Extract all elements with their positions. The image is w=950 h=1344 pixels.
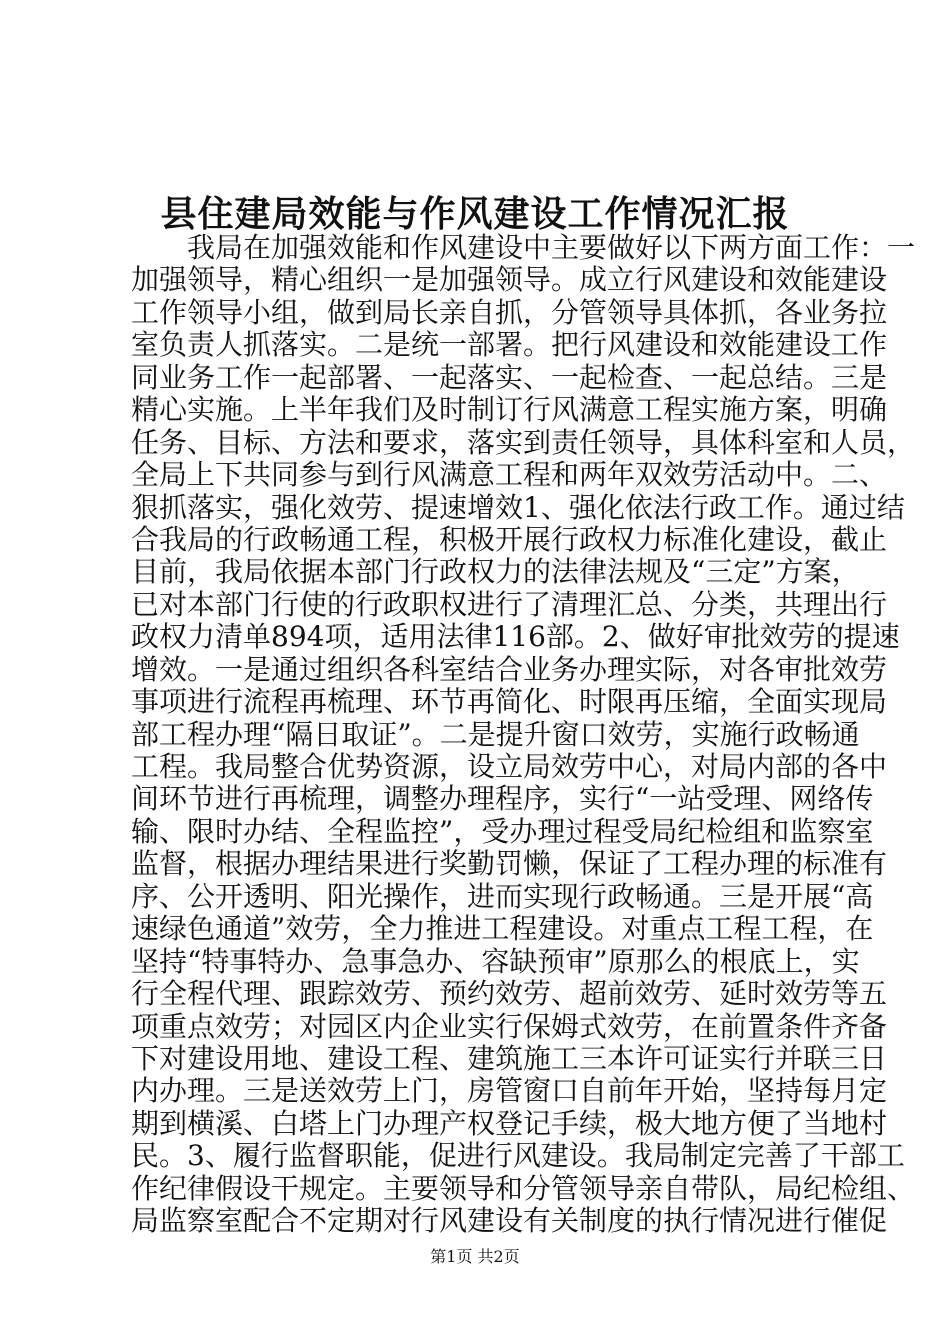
paragraph-line: 室负责人抓落实。二是统一部署。把行风建设和效能建设工作 (131, 328, 888, 362)
paragraph-line: 部工程办理“隔日取证”。二是提升窗口效劳，实施行政畅通 (131, 717, 860, 751)
paragraph-line: 监督，根据办理结果进行奖勤罚懒，保证了工程办理的标准有 (131, 847, 888, 881)
paragraph-line: 狠抓落实，强化效劳、提速增效1、强化依法行政工作。通过结 (131, 490, 905, 524)
paragraph-line: 内办理。三是送效劳上门，房管窗口自前年开始，坚持每月定 (131, 1074, 888, 1108)
paragraph-line: 事项进行流程再梳理、环节再简化、时限再压缩，全面实现局 (131, 685, 888, 719)
paragraph-line: 速绿色通道”效劳，全力推进工程建设。对重点工程工程，在 (131, 912, 874, 946)
paragraph-line: 民。3、履行监督职能，促进行风建设。我局制定完善了干部工 (131, 1139, 905, 1173)
paragraph-line: 全局上下共同参与到行风满意工程和两年双效劳活动中。二、 (131, 458, 888, 492)
paragraph-line: 已对本部门行使的行政职权进行了清理汇总、分类，共理出行 (131, 587, 888, 621)
paragraph-line: 增效。一是通过组织各科室结合业务办理实际，对各审批效劳 (131, 652, 888, 686)
paragraph-line: 工作领导小组，做到局长亲自抓，分管领导具体抓，各业务拉 (131, 295, 888, 329)
paragraph-line: 作纪律假设干规定。主要领导和分管领导亲自带队，局纪检组、 (131, 1171, 916, 1205)
paragraph-line: 同业务工作一起部署、一起落实、一起检查、一起总结。三是 (131, 360, 888, 394)
paragraph-line: 目前，我局依据本部门行政权力的法律法规及“三定”方案， (131, 555, 860, 589)
paragraph-line: 任务、目标、方法和要求，落实到责任领导，具体科室和人员， (131, 425, 916, 459)
paragraph-line: 加强领导，精心组织一是加强领导。成立行风建设和效能建设 (131, 263, 888, 297)
document-title: 县住建局效能与作风建设工作情况汇报 (160, 193, 790, 235)
page-footer: 第1页 共2页 (430, 1247, 520, 1266)
paragraph-line: 期到横溪、白塔上门办理产权登记手续，极大地方便了当地村 (131, 1106, 888, 1140)
paragraph-line: 间环节进行再梳理，调整办理程序，实行“一站受理、网络传 (131, 782, 874, 816)
paragraph-line: 行全程代理、跟踪效劳、预约效劳、超前效劳、延时效劳等五 (131, 977, 888, 1011)
paragraph-line: 坚持“特事特办、急事急办、容缺预审”原那么的根底上，实 (131, 944, 860, 978)
paragraph-line: 工程。我局整合优势资源，设立局效劳中心，对局内部的各中 (131, 750, 888, 783)
document-body (131, 231, 916, 1238)
paragraph-line: 项重点效劳；对园区内企业实行保姆式效劳，在前置条件齐备 (131, 1009, 888, 1043)
paragraph-line: 输、限时办结、全程监控”，受办理过程受局纪检组和监察室 (131, 814, 874, 848)
paragraph-line: 我局在加强效能和作风建设中主要做好以下两方面工作：一 (187, 231, 916, 264)
paragraph-line: 序、公开透明、阳光操作，进而实现行政畅通。三是开展“高 (131, 879, 874, 913)
paragraph-line: 局监察室配合不定期对行风建设有关制度的执行情况进行催促 (131, 1204, 888, 1238)
paragraph-line: 合我局的行政畅通工程，积极开展行政权力标准化建设，截止 (131, 522, 888, 556)
paragraph-line: 精心实施。上半年我们及时制订行风满意工程实施方案，明确 (131, 393, 888, 427)
paragraph-line: 下对建设用地、建设工程、建筑施工三本许可证实行并联三日 (131, 1041, 888, 1075)
paragraph-line: 政权力清单894项，适用法律116部。2、做好审批效劳的提速 (131, 620, 900, 654)
